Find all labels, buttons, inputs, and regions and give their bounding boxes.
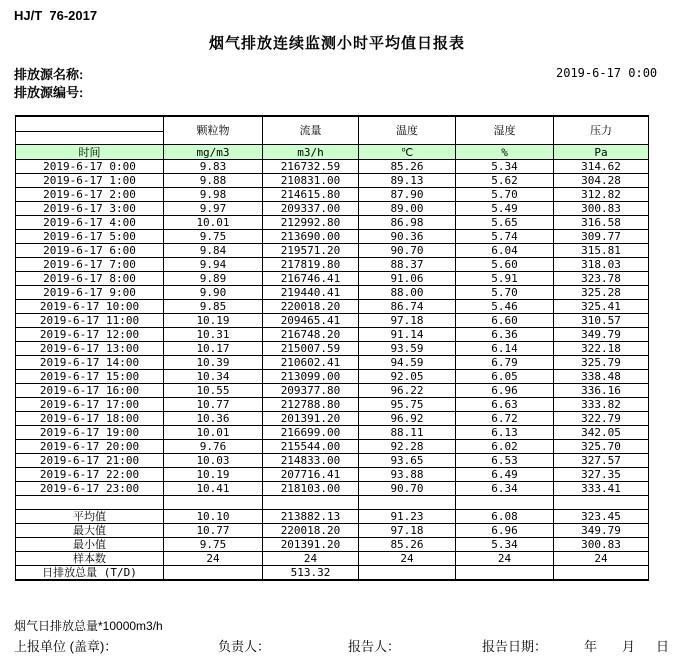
value-cell: 325.28: [554, 286, 649, 300]
report-unit-label: 上报单位 (盖章)：: [14, 639, 118, 654]
summary-value-cell: 6.96: [456, 524, 554, 538]
time-cell: 2019-6-17 19:00: [16, 426, 164, 440]
monitoring-table: [15, 115, 649, 581]
time-cell: 2019-6-17 1:00: [16, 174, 164, 188]
summary-label-cell: 日排放总量 (T/D): [16, 566, 164, 581]
summary-label-cell: 样本数: [16, 552, 164, 566]
value-cell: 9.98: [164, 188, 263, 202]
value-cell: 209337.00: [263, 202, 359, 216]
summary-value-cell: 24: [554, 552, 649, 566]
summary-value-cell: 10.77: [164, 524, 263, 538]
value-cell: 5.34: [456, 160, 554, 174]
value-cell: 323.78: [554, 272, 649, 286]
value-cell: 5.74: [456, 230, 554, 244]
value-cell: 90.70: [359, 244, 456, 258]
value-cell: 310.57: [554, 314, 649, 328]
value-cell: 6.36: [456, 328, 554, 342]
time-cell: 2019-6-17 7:00: [16, 258, 164, 272]
value-cell: 209377.80: [263, 384, 359, 398]
table-row: [16, 384, 649, 398]
value-cell: 96.92: [359, 412, 456, 426]
unit-cell-pressure: Pa: [554, 145, 649, 160]
value-cell: 325.70: [554, 440, 649, 454]
table-row: [16, 426, 649, 440]
value-cell: 6.49: [456, 468, 554, 482]
value-cell: 5.70: [456, 188, 554, 202]
time-cell: 2019-6-17 0:00: [16, 160, 164, 174]
value-cell: 6.79: [456, 356, 554, 370]
value-cell: 5.70: [456, 286, 554, 300]
time-cell: 2019-6-17 21:00: [16, 454, 164, 468]
reporter-label: 报告人：: [348, 639, 401, 654]
value-cell: 6.72: [456, 412, 554, 426]
header-empty-cell-bottom: [16, 132, 164, 145]
value-cell: 92.28: [359, 440, 456, 454]
month-label: 月: [622, 639, 636, 654]
value-cell: 10.77: [164, 398, 263, 412]
col-header-flow: 流量: [263, 116, 359, 145]
value-cell: 6.02: [456, 440, 554, 454]
report-title: 烟气排放连续监测小时平均值日报表: [208, 35, 465, 52]
value-cell: 214615.80: [263, 188, 359, 202]
time-cell: 2019-6-17 2:00: [16, 188, 164, 202]
value-cell: 219571.20: [263, 244, 359, 258]
value-cell: 217819.80: [263, 258, 359, 272]
value-cell: 318.03: [554, 258, 649, 272]
summary-row: [16, 510, 649, 524]
value-cell: 89.00: [359, 202, 456, 216]
value-cell: 93.59: [359, 342, 456, 356]
value-cell: 6.96: [456, 384, 554, 398]
summary-value-cell: 6.08: [456, 510, 554, 524]
summary-value-cell: [456, 566, 554, 581]
value-cell: 5.49: [456, 202, 554, 216]
value-cell: 88.00: [359, 286, 456, 300]
value-cell: 300.83: [554, 202, 649, 216]
summary-row: [16, 538, 649, 552]
value-cell: 212992.80: [263, 216, 359, 230]
value-cell: 322.79: [554, 412, 649, 426]
summary-value-cell: [359, 566, 456, 581]
value-cell: 94.59: [359, 356, 456, 370]
table-row: [16, 328, 649, 342]
value-cell: 207716.41: [263, 468, 359, 482]
col-header-humidity: 湿度: [456, 116, 554, 145]
value-cell: 88.37: [359, 258, 456, 272]
value-cell: 6.34: [456, 482, 554, 496]
table-row: [16, 202, 649, 216]
col-header-pressure: 压力: [554, 116, 649, 145]
summary-value-cell: 10.10: [164, 510, 263, 524]
spacer-cell: [164, 496, 263, 510]
value-cell: 9.76: [164, 440, 263, 454]
summary-value-cell: 513.32: [263, 566, 359, 581]
value-cell: 9.88: [164, 174, 263, 188]
value-cell: 10.55: [164, 384, 263, 398]
value-cell: 312.82: [554, 188, 649, 202]
value-cell: 9.84: [164, 244, 263, 258]
time-cell: 2019-6-17 4:00: [16, 216, 164, 230]
value-cell: 10.01: [164, 216, 263, 230]
value-cell: 9.85: [164, 300, 263, 314]
time-cell: 2019-6-17 13:00: [16, 342, 164, 356]
value-cell: 327.57: [554, 454, 649, 468]
value-cell: 5.60: [456, 258, 554, 272]
value-cell: 9.89: [164, 272, 263, 286]
value-cell: 349.79: [554, 328, 649, 342]
spacer-cell: [456, 496, 554, 510]
table-row: [16, 370, 649, 384]
value-cell: 316.58: [554, 216, 649, 230]
day-label: 日: [656, 639, 670, 654]
unit-cell-particulate: mg/m3: [164, 145, 263, 160]
summary-value-cell: [164, 566, 263, 581]
value-cell: 93.65: [359, 454, 456, 468]
value-cell: 10.19: [164, 468, 263, 482]
summary-row: [16, 566, 649, 581]
value-cell: 212788.80: [263, 398, 359, 412]
time-cell: 2019-6-17 9:00: [16, 286, 164, 300]
time-cell: 2019-6-17 23:00: [16, 482, 164, 496]
value-cell: 10.41: [164, 482, 263, 496]
time-cell: 2019-6-17 8:00: [16, 272, 164, 286]
time-cell: 2019-6-17 14:00: [16, 356, 164, 370]
value-cell: 338.48: [554, 370, 649, 384]
value-cell: 325.41: [554, 300, 649, 314]
value-cell: 210602.41: [263, 356, 359, 370]
table-row: [16, 412, 649, 426]
table-row: [16, 258, 649, 272]
summary-label-cell: 最小值: [16, 538, 164, 552]
source-id-label: 排放源编号:: [14, 85, 84, 100]
summary-label-cell: 平均值: [16, 510, 164, 524]
value-cell: 86.98: [359, 216, 456, 230]
time-cell: 2019-6-17 6:00: [16, 244, 164, 258]
value-cell: 201391.20: [263, 412, 359, 426]
value-cell: 215544.00: [263, 440, 359, 454]
standard-number: HJ/T 76-2017: [14, 8, 98, 23]
value-cell: 90.36: [359, 230, 456, 244]
value-cell: 342.05: [554, 426, 649, 440]
summary-value-cell: 9.75: [164, 538, 263, 552]
summary-value-cell: 97.18: [359, 524, 456, 538]
time-cell: 2019-6-17 5:00: [16, 230, 164, 244]
summary-row: [16, 552, 649, 566]
header-empty-cell-top: [16, 116, 164, 132]
responsible-label: 负责人：: [218, 639, 271, 654]
value-cell: 6.14: [456, 342, 554, 356]
units-header-row: [16, 145, 649, 160]
summary-value-cell: 201391.20: [263, 538, 359, 552]
summary-value-cell: 91.23: [359, 510, 456, 524]
time-cell: 2019-6-17 11:00: [16, 314, 164, 328]
summary-value-cell: 85.26: [359, 538, 456, 552]
value-cell: 9.90: [164, 286, 263, 300]
value-cell: 86.74: [359, 300, 456, 314]
summary-value-cell: 220018.20: [263, 524, 359, 538]
spacer-cell: [16, 496, 164, 510]
value-cell: 216732.59: [263, 160, 359, 174]
value-cell: 304.28: [554, 174, 649, 188]
value-cell: 214833.00: [263, 454, 359, 468]
summary-value-cell: 24: [263, 552, 359, 566]
value-cell: 215007.59: [263, 342, 359, 356]
value-cell: 325.79: [554, 356, 649, 370]
table-row: [16, 286, 649, 300]
table-row: [16, 398, 649, 412]
spacer-row: [16, 496, 649, 510]
value-cell: 91.14: [359, 328, 456, 342]
value-cell: 88.11: [359, 426, 456, 440]
value-cell: 213099.00: [263, 370, 359, 384]
value-cell: 5.46: [456, 300, 554, 314]
value-cell: 91.06: [359, 272, 456, 286]
table-row: [16, 468, 649, 482]
summary-row: [16, 524, 649, 538]
value-cell: 309.77: [554, 230, 649, 244]
summary-value-cell: 5.34: [456, 538, 554, 552]
value-cell: 87.90: [359, 188, 456, 202]
report-datetime: 2019-6-17 0:00: [556, 66, 658, 80]
value-cell: 213690.00: [263, 230, 359, 244]
value-cell: 6.60: [456, 314, 554, 328]
spacer-cell: [554, 496, 649, 510]
table-row: [16, 216, 649, 230]
value-cell: 10.01: [164, 426, 263, 440]
summary-value-cell: 323.45: [554, 510, 649, 524]
table-row: [16, 174, 649, 188]
value-cell: 85.26: [359, 160, 456, 174]
value-cell: 6.53: [456, 454, 554, 468]
value-cell: 314.62: [554, 160, 649, 174]
value-cell: 6.05: [456, 370, 554, 384]
summary-value-cell: 24: [359, 552, 456, 566]
value-cell: 333.41: [554, 482, 649, 496]
col-header-temperature: 温度: [359, 116, 456, 145]
table-row: [16, 244, 649, 258]
pollutant-header-row: [16, 116, 649, 132]
table-row: [16, 230, 649, 244]
unit-cell-humidity: %: [456, 145, 554, 160]
value-cell: 90.70: [359, 482, 456, 496]
time-cell: 2019-6-17 22:00: [16, 468, 164, 482]
summary-label-cell: 最大值: [16, 524, 164, 538]
table-row: [16, 356, 649, 370]
value-cell: 10.34: [164, 370, 263, 384]
value-cell: 210831.00: [263, 174, 359, 188]
unit-cell-flow: m3/h: [263, 145, 359, 160]
value-cell: 9.97: [164, 202, 263, 216]
spacer-cell: [359, 496, 456, 510]
value-cell: 89.13: [359, 174, 456, 188]
value-cell: 93.88: [359, 468, 456, 482]
table-row: [16, 342, 649, 356]
table-row: [16, 160, 649, 174]
value-cell: 336.16: [554, 384, 649, 398]
table-row: [16, 482, 649, 496]
value-cell: 5.62: [456, 174, 554, 188]
value-cell: 220018.20: [263, 300, 359, 314]
value-cell: 95.75: [359, 398, 456, 412]
time-cell: 2019-6-17 15:00: [16, 370, 164, 384]
table-row: [16, 454, 649, 468]
time-cell: 2019-6-17 3:00: [16, 202, 164, 216]
time-cell: 2019-6-17 16:00: [16, 384, 164, 398]
value-cell: 216699.00: [263, 426, 359, 440]
table-row: [16, 272, 649, 286]
summary-value-cell: 24: [456, 552, 554, 566]
time-cell: 2019-6-17 10:00: [16, 300, 164, 314]
time-header-cell: 时间: [16, 145, 164, 160]
total-emission-note: 烟气日排放总量*10000m3/h: [14, 619, 163, 633]
value-cell: 10.03: [164, 454, 263, 468]
value-cell: 216748.20: [263, 328, 359, 342]
value-cell: 5.91: [456, 272, 554, 286]
table-row: [16, 300, 649, 314]
value-cell: 97.18: [359, 314, 456, 328]
value-cell: 5.65: [456, 216, 554, 230]
value-cell: 6.63: [456, 398, 554, 412]
value-cell: 96.22: [359, 384, 456, 398]
value-cell: 218103.00: [263, 482, 359, 496]
col-header-particulate: 颗粒物: [164, 116, 263, 145]
table-row: [16, 188, 649, 202]
value-cell: 322.18: [554, 342, 649, 356]
value-cell: 9.75: [164, 230, 263, 244]
summary-value-cell: 24: [164, 552, 263, 566]
time-cell: 2019-6-17 20:00: [16, 440, 164, 454]
table-row: [16, 314, 649, 328]
signature-row: [0, 636, 674, 652]
value-cell: 315.81: [554, 244, 649, 258]
value-cell: 92.05: [359, 370, 456, 384]
value-cell: 216746.41: [263, 272, 359, 286]
value-cell: 9.94: [164, 258, 263, 272]
summary-value-cell: 300.83: [554, 538, 649, 552]
value-cell: 10.19: [164, 314, 263, 328]
spacer-cell: [263, 496, 359, 510]
value-cell: 327.35: [554, 468, 649, 482]
value-cell: 10.36: [164, 412, 263, 426]
value-cell: 219440.41: [263, 286, 359, 300]
time-cell: 2019-6-17 12:00: [16, 328, 164, 342]
report-date-label: 报告日期：: [482, 639, 548, 654]
value-cell: 333.82: [554, 398, 649, 412]
time-cell: 2019-6-17 18:00: [16, 412, 164, 426]
value-cell: 10.39: [164, 356, 263, 370]
source-name-label: 排放源名称:: [14, 67, 84, 82]
summary-value-cell: 213882.13: [263, 510, 359, 524]
value-cell: 10.31: [164, 328, 263, 342]
value-cell: 9.83: [164, 160, 263, 174]
unit-cell-temperature: ℃: [359, 145, 456, 160]
value-cell: 6.04: [456, 244, 554, 258]
value-cell: 10.17: [164, 342, 263, 356]
value-cell: 209465.41: [263, 314, 359, 328]
year-label: 年: [584, 639, 598, 654]
summary-value-cell: [554, 566, 649, 581]
summary-value-cell: 349.79: [554, 524, 649, 538]
table-row: [16, 440, 649, 454]
value-cell: 6.13: [456, 426, 554, 440]
time-cell: 2019-6-17 17:00: [16, 398, 164, 412]
